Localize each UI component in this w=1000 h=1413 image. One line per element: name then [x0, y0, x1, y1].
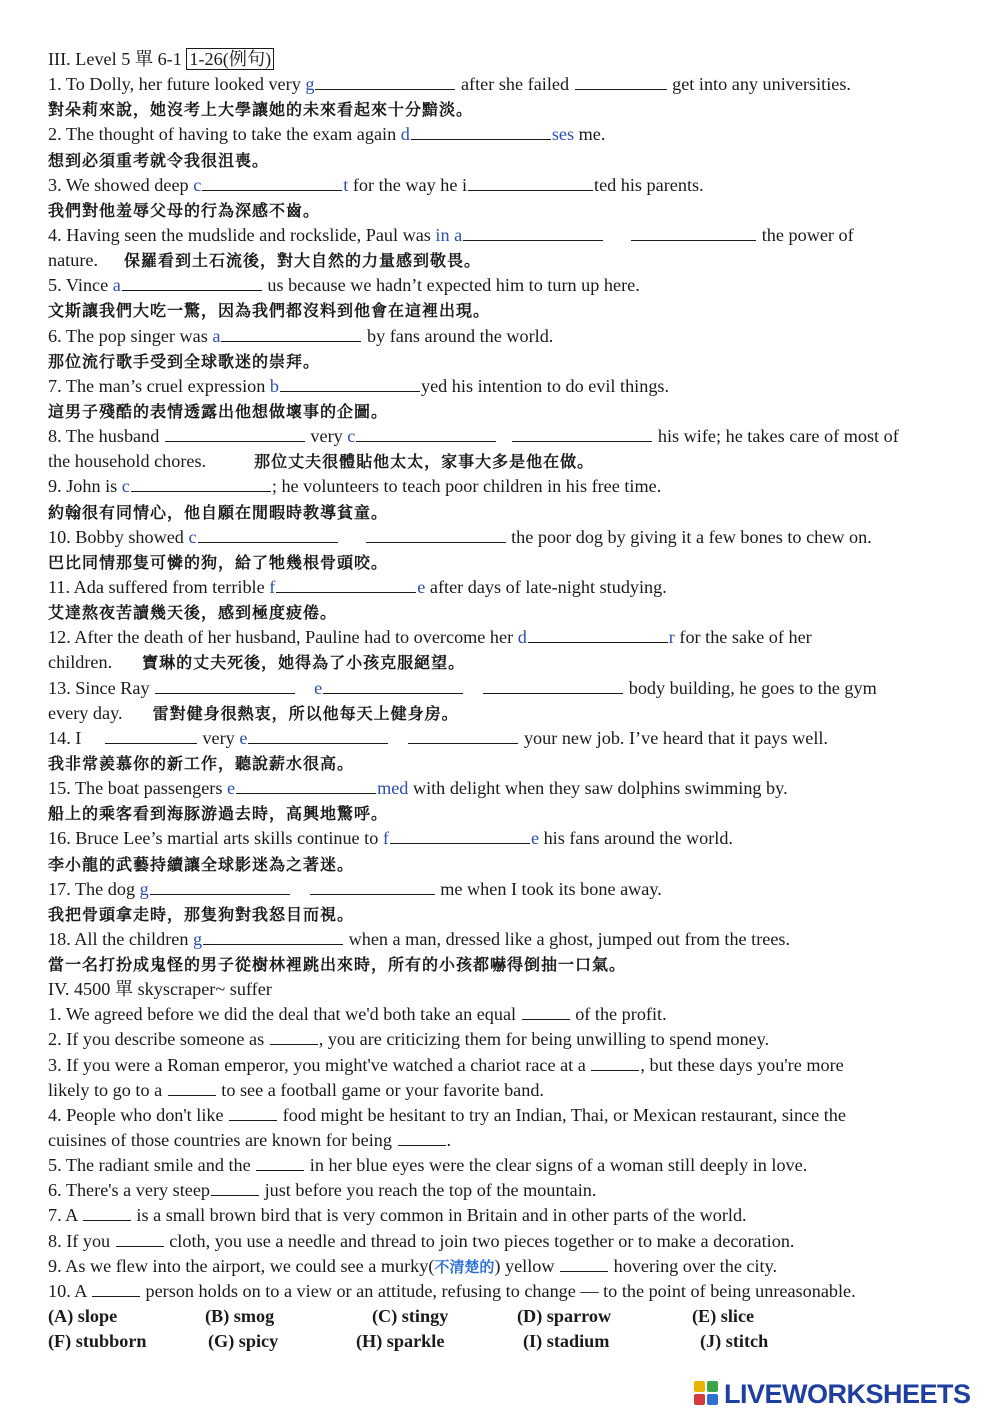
question-iv-4: 4. People who don't like food might be hesitant to try an Indian, Thai, or Mexican restaurant, since the	[48, 1104, 846, 1125]
question-11: 11. Ada suffered from terrible f e after days of late-night studying.	[48, 576, 667, 597]
question-14: 14. I very e your new job. I’ve heard that it pays well.	[48, 727, 828, 748]
answer-blank[interactable]	[211, 1180, 259, 1196]
answer-blank[interactable]	[591, 1055, 639, 1071]
answer-blank[interactable]	[168, 1080, 216, 1096]
question-10: 10. Bobby showed c the poor dog by giving it a few bones to chew on.	[48, 526, 872, 547]
answer-blank[interactable]	[315, 74, 455, 90]
answer-blank[interactable]	[512, 426, 652, 442]
answer-blank[interactable]	[165, 426, 305, 442]
option-c: (C) stingy	[372, 1306, 449, 1327]
answer-blank[interactable]	[390, 828, 530, 844]
gloss-note: 不清楚的	[434, 1257, 495, 1276]
liveworksheets-logo-icon	[694, 1381, 720, 1407]
option-e: (E) slice	[692, 1306, 755, 1327]
translation: 這男子殘酷的表情透露出他想做壞事的企圖。	[48, 401, 389, 421]
answer-blank[interactable]	[131, 476, 271, 492]
section-3-tag: 1-26(例句)	[186, 48, 274, 70]
section-4-title: IV. 4500 單 skyscraper~ suffer	[48, 979, 272, 1000]
translation: 約翰很有同情心，他自願在閒暇時教導貧童。	[48, 502, 389, 522]
answer-blank[interactable]	[92, 1281, 140, 1297]
translation: 我非常羨慕你的新工作，聽說薪水很高。	[48, 753, 355, 773]
translation: 文斯讓我們大吃一驚，因為我們都沒料到他會在這裡出現。	[48, 301, 491, 321]
translation: 想到必須重考就令我很沮喪。	[48, 150, 270, 170]
answer-blank[interactable]	[560, 1256, 608, 1272]
answer-blank[interactable]	[203, 929, 343, 945]
options-row-2	[48, 1329, 958, 1354]
question-iv-7: 7. A is a small brown bird that is very common in Britain and in other parts of the world.	[48, 1205, 747, 1226]
question-9: 9. John is c ; he volunteers to teach poor children in his free time.	[48, 476, 662, 497]
answer-blank[interactable]	[310, 879, 435, 895]
translation: 我把骨頭拿走時，那隻狗對我怒目而視。	[48, 904, 355, 924]
answer-blank[interactable]	[522, 1004, 570, 1020]
translation: 那位流行歌手受到全球歌迷的崇拜。	[48, 351, 321, 371]
translation: 巴比同情那隻可憐的狗，給了牠幾根骨頭咬。	[48, 552, 389, 572]
answer-blank[interactable]	[256, 1155, 304, 1171]
answer-blank[interactable]	[122, 275, 262, 291]
answer-blank[interactable]	[398, 1130, 446, 1146]
option-b: (B) smog	[205, 1306, 275, 1327]
question-iv-5: 5. The radiant smile and the in her blue eyes were the clear signs of a woman still deeply in love.	[48, 1155, 808, 1176]
answer-blank[interactable]	[248, 728, 388, 744]
liveworksheets-logo[interactable]	[694, 1379, 971, 1409]
answer-blank[interactable]	[463, 225, 603, 241]
translation: 保羅看到土石流後，對大自然的力量感到敬畏。	[124, 251, 482, 271]
answer-blank[interactable]	[155, 678, 295, 694]
option-a: (A) slope	[48, 1306, 118, 1327]
question-iv-3: 3. If you were a Roman emperor, you might've watched a chariot race at a , but these days you're more	[48, 1054, 844, 1075]
question-5: 5. Vince a us because we hadn’t expected him to turn up here.	[48, 275, 640, 296]
answer-blank[interactable]	[323, 678, 463, 694]
answer-blank[interactable]	[575, 74, 667, 90]
answer-blank[interactable]	[276, 577, 416, 593]
answer-blank[interactable]	[468, 175, 593, 191]
answer-blank[interactable]	[236, 778, 376, 794]
answer-blank[interactable]	[198, 527, 338, 543]
question-iv-10: 10. A person holds on to a view or an attitude, refusing to change — to the point of being unreasonable.	[48, 1280, 856, 1301]
answer-blank[interactable]	[528, 627, 668, 643]
option-h: (H) sparkle	[356, 1331, 445, 1352]
question-iv-2: 2. If you describe someone as , you are criticizing them for being unwilling to spend money.	[48, 1029, 770, 1050]
question-4-cont: nature. 保羅看到土石流後，對大自然的力量感到敬畏。	[48, 250, 482, 271]
translation: 艾達熬夜苦讀幾天後，感到極度疲倦。	[48, 603, 338, 623]
answer-blank[interactable]	[270, 1029, 318, 1045]
question-18: 18. All the children g when a man, dressed like a ghost, jumped out from the trees.	[48, 928, 791, 949]
question-16: 16. Bruce Lee’s martial arts skills continue to f e his fans around the world.	[48, 828, 733, 849]
option-i: (I) stadium	[523, 1331, 610, 1352]
option-d: (D) sparrow	[517, 1306, 612, 1327]
question-13: 13. Since Ray e body building, he goes to the gym	[48, 677, 877, 698]
question-7: 7. The man’s cruel expression b yed his intention to do evil things.	[48, 375, 670, 396]
translation: 雷對健身很熱衷，所以他每天上健身房。	[152, 703, 459, 723]
answer-blank[interactable]	[105, 728, 197, 744]
answer-blank[interactable]	[150, 879, 290, 895]
answer-blank[interactable]	[411, 124, 551, 140]
answer-blank[interactable]	[116, 1231, 164, 1247]
answer-blank[interactable]	[356, 426, 496, 442]
section-3-header	[48, 47, 958, 72]
translation: 李小龍的武藝持續讓全球影迷為之著迷。	[48, 854, 355, 874]
question-iv-8: 8. If you cloth, you use a needle and thread to join two pieces together or to make a decoration.	[48, 1230, 795, 1251]
question-8: 8. The husband very c his wife; he takes care of most of	[48, 426, 899, 447]
question-iv-3-cont: likely to go to a to see a football game or your favorite band.	[48, 1079, 544, 1100]
option-f: (F) stubborn	[48, 1331, 147, 1352]
question-2: 2. The thought of having to take the exam again d ses me.	[48, 124, 606, 145]
translation: 寶琳的丈夫死後，她得為了小孩克服絕望。	[142, 653, 466, 673]
liveworksheets-brand: LIVEWORKSHEETS	[724, 1378, 971, 1409]
options-row-1	[48, 1304, 958, 1329]
question-iv-9: 9. As we flew into the airport, we could see a murky(不清楚的) yellow hovering over the city.	[48, 1255, 778, 1276]
translation: 當一名打扮成鬼怪的男子從樹林裡跳出來時，所有的小孩都嚇得倒抽一口氣。	[48, 955, 627, 975]
question-iv-6: 6. There's a very steep just before you reach the top of the mountain.	[48, 1180, 597, 1201]
question-17: 17. The dog g me when I took its bone away.	[48, 878, 662, 899]
answer-blank[interactable]	[483, 678, 623, 694]
translation: 船上的乘客看到海豚游過去時，高興地驚呼。	[48, 804, 389, 824]
worksheet-page	[48, 47, 958, 1354]
translation: 我們對他羞辱父母的行為深感不齒。	[48, 200, 321, 220]
question-iv-1: 1. We agreed before we did the deal that we'd both take an equal of the profit.	[48, 1004, 667, 1025]
answer-blank[interactable]	[631, 225, 756, 241]
answer-blank[interactable]	[408, 728, 518, 744]
question-15: 15. The boat passengers e med with delight when they saw dolphins swimming by.	[48, 778, 788, 799]
question-iv-4-cont: cuisines of those countries are known for being .	[48, 1130, 452, 1151]
section-3-title: III. Level 5 單 6-1	[48, 49, 182, 69]
answer-blank[interactable]	[280, 376, 420, 392]
question-13-cont: every day. 雷對健身很熱衷，所以他每天上健身房。	[48, 702, 459, 723]
answer-blank[interactable]	[221, 326, 361, 342]
option-j: (J) stitch	[700, 1331, 769, 1352]
answer-blank[interactable]	[83, 1205, 131, 1221]
translation: 對朵莉來說，她沒考上大學讓她的未來看起來十分黯淡。	[48, 100, 474, 120]
question-12: 12. After the death of her husband, Pauline had to overcome her d r for the sake of her	[48, 627, 812, 648]
question-3: 3. We showed deep c t for the way he i ted his parents.	[48, 174, 704, 195]
answer-blank[interactable]	[202, 175, 342, 191]
answer-blank[interactable]	[229, 1105, 277, 1121]
answer-blank[interactable]	[366, 527, 506, 543]
question-4: 4. Having seen the mudslide and rockslide, Paul was in a the power of	[48, 224, 854, 245]
option-g: (G) spicy	[208, 1331, 279, 1352]
question-6: 6. The pop singer was a by fans around the world.	[48, 325, 554, 346]
translation: 那位丈夫很體貼他太太，家事大多是他在做。	[254, 452, 595, 472]
question-12-cont: children. 寶琳的丈夫死後，她得為了小孩克服絕望。	[48, 652, 466, 673]
question-1: 1. To Dolly, her future looked very g after she failed get into any universities.	[48, 74, 851, 95]
question-8-cont: the household chores. 那位丈夫很體貼他太太，家事大多是他在做。	[48, 451, 595, 472]
